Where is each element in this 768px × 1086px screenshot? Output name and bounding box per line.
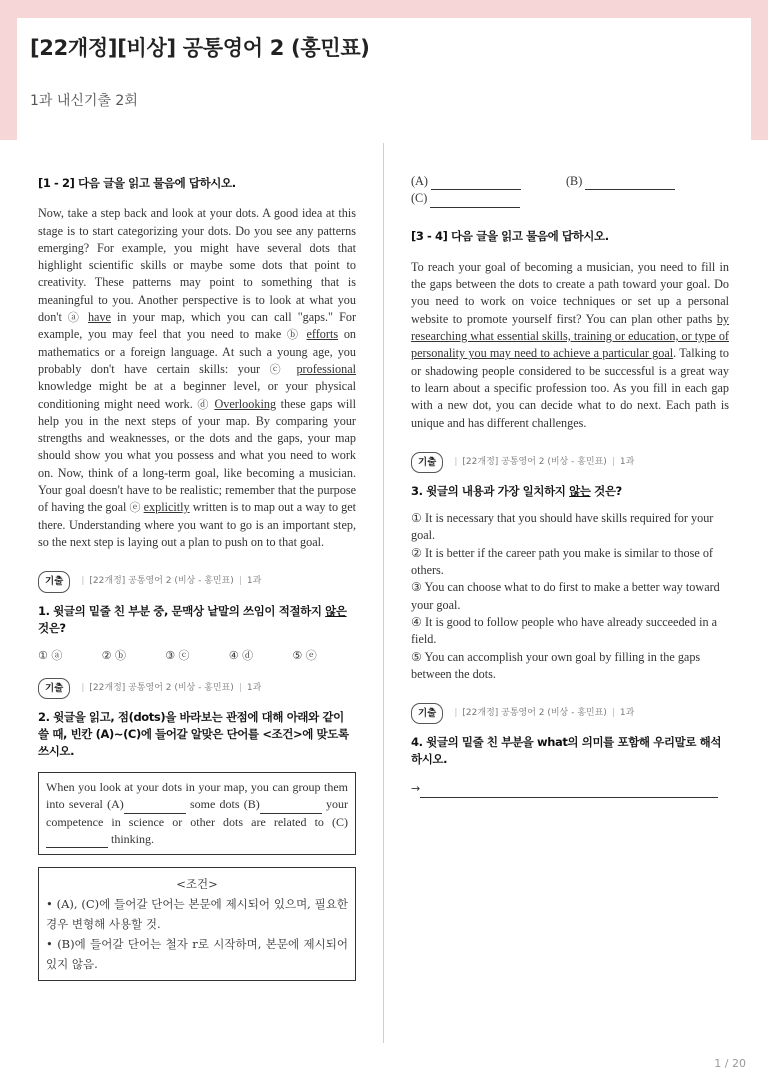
exam-tag-pill: 기출 bbox=[38, 678, 70, 699]
question-2-tagline bbox=[38, 678, 356, 699]
blank-c[interactable] bbox=[46, 847, 108, 848]
passage-1-text: knowledge might be at a beginner level, or your physical conditioning might need work. bbox=[38, 379, 356, 411]
tagline-separator: | bbox=[238, 576, 242, 587]
document-subtitle: 1과 내신기출 2회 bbox=[30, 93, 138, 109]
passage-1-text: written is to map out a way to get there. Understanding where you want to go is an important step, so the next step is laying out a plan to push on to that goal. bbox=[38, 500, 357, 549]
question-3-text bbox=[411, 483, 729, 500]
underlined-word-c: professional bbox=[296, 361, 357, 376]
condition-box bbox=[38, 867, 356, 981]
tagline-lesson: 1과 bbox=[246, 682, 262, 693]
choice-5[interactable]: ⑤ ⓔ bbox=[292, 648, 317, 662]
passage-1-text: Now, take a step back and look at your dots. A good idea at this stage is to start categorizing your dots. Do you see any patterns emerging? For example, you might have several dots that highlight scientific skills or maybe some dots that point to creativity. These patterns may point to something that is meaningful to you. Another perspective is to look at what you don't bbox=[38, 206, 356, 325]
passage-2 bbox=[411, 259, 729, 432]
page-number: 1 / 20 bbox=[714, 1057, 746, 1070]
tagline-source: [22개정] 공통영어 2 (비상 - 홍민표) bbox=[462, 456, 607, 467]
answer-b bbox=[566, 173, 675, 190]
tagline-separator: | bbox=[454, 456, 458, 467]
question-2-text: 2. 윗글을 읽고, 점(dots)을 바라보는 관점에 대해 아래와 같이 쓸 때, 빈칸 (A)~(C)에 들어갈 알맞은 단어를 <조건>에 맞도록 쓰시오. bbox=[38, 710, 349, 759]
tagline-lesson: 1과 bbox=[619, 456, 635, 467]
option-4[interactable]: ④ It is good to follow people who have already succeeded in a field. bbox=[411, 614, 718, 647]
summary-text: some dots (B) bbox=[185, 797, 260, 812]
condition-2: • (B)에 들어갈 단어는 철자 r로 시작하며, 본문에 제시되어 있지 않음. bbox=[46, 937, 348, 972]
passage-2-text: To reach your goal of becoming a musician, you need to fill in the gaps between the dots to create a path toward your goal. Do you need to work on voice techniques or set up a personal website to promote yourself first? You can plan other paths bbox=[411, 259, 729, 326]
answer-b-label: (B) bbox=[566, 174, 583, 188]
condition-1: • (A), (C)에 들어갈 단어는 본문에 제시되어 있으며, 필요한 경우 변형해 사용할 것. bbox=[46, 897, 348, 932]
document-title: [22개정][비상] 공통영어 2 (홍민표) bbox=[30, 36, 370, 60]
question-1-choices bbox=[38, 647, 356, 664]
answer-c-label: (C) bbox=[411, 191, 428, 206]
underlined-word-e: explicitly bbox=[143, 500, 190, 515]
tagline-separator: | bbox=[238, 682, 242, 693]
mark-b: ⓑ bbox=[287, 328, 301, 342]
exam-tag-pill: 기출 bbox=[38, 571, 70, 592]
answer-blanks bbox=[411, 173, 729, 208]
underlined-word-b: efforts bbox=[306, 327, 339, 342]
option-1[interactable]: ① It is necessary that you should have skills required for your goal. bbox=[411, 511, 714, 543]
summary-text: thinking. bbox=[108, 832, 155, 847]
tagline-source: [22개정] 공통영어 2 (비상 - 홍민표) bbox=[89, 576, 234, 587]
arrow-icon: → bbox=[411, 782, 421, 796]
summary-text: your competence in science or other dots are related to (C) bbox=[46, 797, 349, 829]
answer-c-line[interactable] bbox=[430, 207, 520, 208]
passage-1-text: in your map, which you can call "gaps." For example, you may feel that you need to make bbox=[38, 310, 357, 342]
summary-box bbox=[38, 772, 356, 855]
tagline-separator: | bbox=[611, 708, 615, 719]
tagline-source: [22개정] 공통영어 2 (비상 - 홍민표) bbox=[462, 708, 607, 719]
tagline-separator: | bbox=[454, 708, 458, 719]
q1-text-part: 것은? bbox=[38, 620, 66, 635]
passage-1 bbox=[38, 205, 356, 551]
passage-2-text: . Talking to or shadowing people considered to be successful is a great way to learn about a specific profession too. As you fill in each gap with a new dot, you can decide what to do next. Each path is unique and has different challenges. bbox=[411, 346, 729, 430]
question-4-text: 4. 윗글의 밑줄 친 부분을 what의 의미를 포함해 우리말로 해석하시오. bbox=[411, 735, 722, 767]
choice-2[interactable]: ② ⓑ bbox=[101, 648, 126, 662]
answer-c bbox=[411, 190, 729, 207]
answer-b-line[interactable] bbox=[585, 189, 675, 190]
tagline-source: [22개정] 공통영어 2 (비상 - 홍민표) bbox=[89, 682, 234, 693]
column-divider bbox=[383, 143, 384, 1043]
passage-1-text: these gaps will help you in the next steps of your map. By comparing your strengths and weaknesses, or the dots and the gaps, your map should show you what you possess and what you need to work on. Now, think of a long-term goal, like becoming a musician. Your goal doesn't have to be realistic; remember that the purpose of having the goal bbox=[38, 396, 357, 515]
blank-a[interactable] bbox=[124, 813, 186, 814]
blank-b[interactable] bbox=[260, 813, 322, 814]
tagline-separator: | bbox=[81, 682, 85, 693]
question-1-text bbox=[38, 603, 356, 637]
condition-title: <조건> bbox=[176, 877, 218, 892]
tagline-separator: | bbox=[611, 456, 615, 467]
question-3-tagline bbox=[411, 452, 729, 473]
choice-3[interactable]: ③ ⓒ bbox=[165, 648, 190, 662]
tagline-separator: | bbox=[81, 576, 85, 587]
question-4-tagline bbox=[411, 703, 729, 724]
option-3[interactable]: ③ You can choose what to do first to make a better way toward your goal. bbox=[411, 580, 720, 612]
summary-text: When you look at your dots in your map, you can group them into several (A) bbox=[46, 780, 348, 812]
choice-1[interactable]: ① ⓐ bbox=[38, 648, 63, 662]
right-column bbox=[411, 175, 729, 798]
tagline-lesson: 1과 bbox=[246, 576, 262, 587]
q3-text-part: 3. 윗글의 내용과 가장 일치하지 bbox=[411, 484, 570, 499]
underlined-word-a: have bbox=[87, 310, 111, 325]
tagline-lesson: 1과 bbox=[619, 708, 635, 719]
section-2-heading: [3 - 4] 다음 글을 읽고 물음에 답하시오. bbox=[411, 228, 609, 243]
exam-tag-pill: 기출 bbox=[411, 703, 443, 724]
passage-2-underlined: by researching what essential skills, training or education, or type of personality you may need to achieve a particular goal bbox=[411, 311, 729, 361]
question-3-options bbox=[411, 510, 729, 683]
question-4-answer bbox=[411, 780, 729, 797]
left-column bbox=[38, 175, 356, 981]
question-1-tagline bbox=[38, 571, 356, 592]
q3-underlined-word: 않는 bbox=[569, 484, 591, 499]
choice-4[interactable]: ④ ⓓ bbox=[228, 648, 254, 662]
mark-c: ⓒ bbox=[269, 362, 287, 376]
section-1-heading: [1 - 2] 다음 글을 읽고 물음에 답하시오. bbox=[38, 176, 236, 190]
q1-text-part: 1. 윗글의 밑줄 친 부분 중, 문맥상 낱말의 쓰임이 적절하지 bbox=[38, 603, 326, 618]
q3-text-part: 것은? bbox=[590, 484, 622, 499]
option-2[interactable]: ② It is better if the career path you make is similar to those of others. bbox=[411, 545, 713, 578]
answer-line[interactable] bbox=[420, 797, 718, 798]
exam-tag-pill: 기출 bbox=[411, 452, 443, 473]
answer-a bbox=[411, 173, 566, 190]
mark-e: ⓔ bbox=[129, 501, 141, 515]
underlined-word-d: Overlooking bbox=[214, 396, 277, 411]
mark-d: ⓓ bbox=[197, 397, 210, 411]
option-5[interactable]: ⑤ You can accomplish your own goal by filling in the gaps between the dots. bbox=[411, 649, 701, 681]
answer-a-label: (A) bbox=[411, 174, 428, 188]
mark-a: ⓐ bbox=[67, 311, 82, 325]
passage-1-text: on mathematics or a foreign language. At such a young age, you probably don't have certain skills: your bbox=[38, 327, 357, 376]
q1-underlined-word: 않은 bbox=[325, 603, 347, 618]
